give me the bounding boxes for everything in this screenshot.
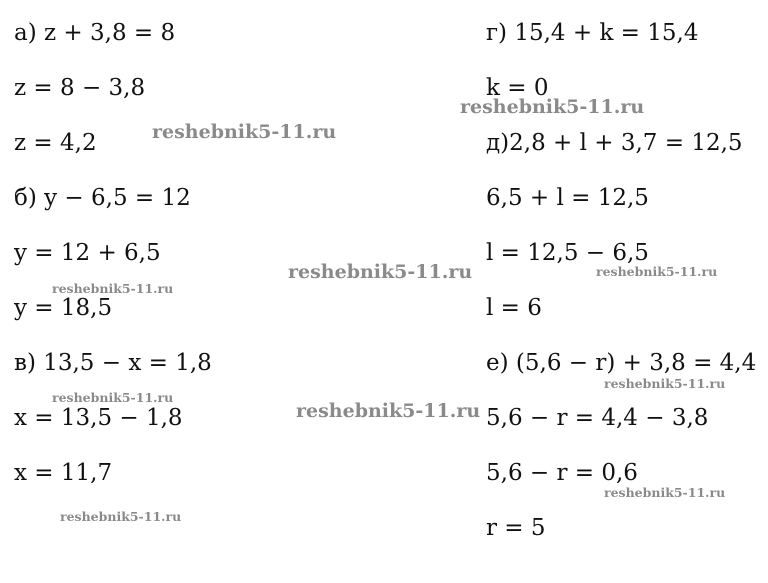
equation-d-line-3: l = 12,5 − 6,5 <box>486 240 649 266</box>
equation-g-line-1: г) 15,4 + k = 15,4 <box>486 20 699 46</box>
watermark: reshebnik5-11.ru <box>60 509 182 524</box>
equation-b-line-1: б) y − 6,5 = 12 <box>14 185 191 211</box>
watermark: reshebnik5-11.ru <box>596 264 718 279</box>
equation-a-line-1: а) z + 3,8 = 8 <box>14 20 176 46</box>
watermark: reshebnik5-11.ru <box>604 485 726 500</box>
equation-a-line-3: z = 4,2 <box>14 130 97 156</box>
equation-e-line-3: 5,6 − r = 0,6 <box>486 460 638 486</box>
equation-v-line-3: x = 11,7 <box>14 460 113 486</box>
equation-a-line-2: z = 8 − 3,8 <box>14 75 146 101</box>
equation-d-line-1: д)2,8 + l + 3,7 = 12,5 <box>486 130 743 156</box>
equation-b-line-2: y = 12 + 6,5 <box>14 240 161 266</box>
equation-v-line-2: x = 13,5 − 1,8 <box>14 405 183 431</box>
equation-v-line-1: в) 13,5 − x = 1,8 <box>14 350 212 376</box>
watermark: reshebnik5-11.ru <box>460 96 645 118</box>
watermark: reshebnik5-11.ru <box>604 376 726 391</box>
equation-e-line-1: е) (5,6 − r) + 3,8 = 4,4 <box>486 350 757 376</box>
equation-e-line-2: 5,6 − r = 4,4 − 3,8 <box>486 405 709 431</box>
watermark: reshebnik5-11.ru <box>296 400 481 422</box>
equation-d-line-4: l = 6 <box>486 295 542 321</box>
equation-g-line-2: k = 0 <box>486 75 549 101</box>
watermark: reshebnik5-11.ru <box>152 121 337 143</box>
watermark: reshebnik5-11.ru <box>52 390 174 405</box>
watermark: reshebnik5-11.ru <box>52 281 174 296</box>
equation-e-line-4: r = 5 <box>486 515 546 541</box>
equation-d-line-2: 6,5 + l = 12,5 <box>486 185 649 211</box>
equation-b-line-3: y = 18,5 <box>14 295 113 321</box>
watermark: reshebnik5-11.ru <box>288 261 473 283</box>
